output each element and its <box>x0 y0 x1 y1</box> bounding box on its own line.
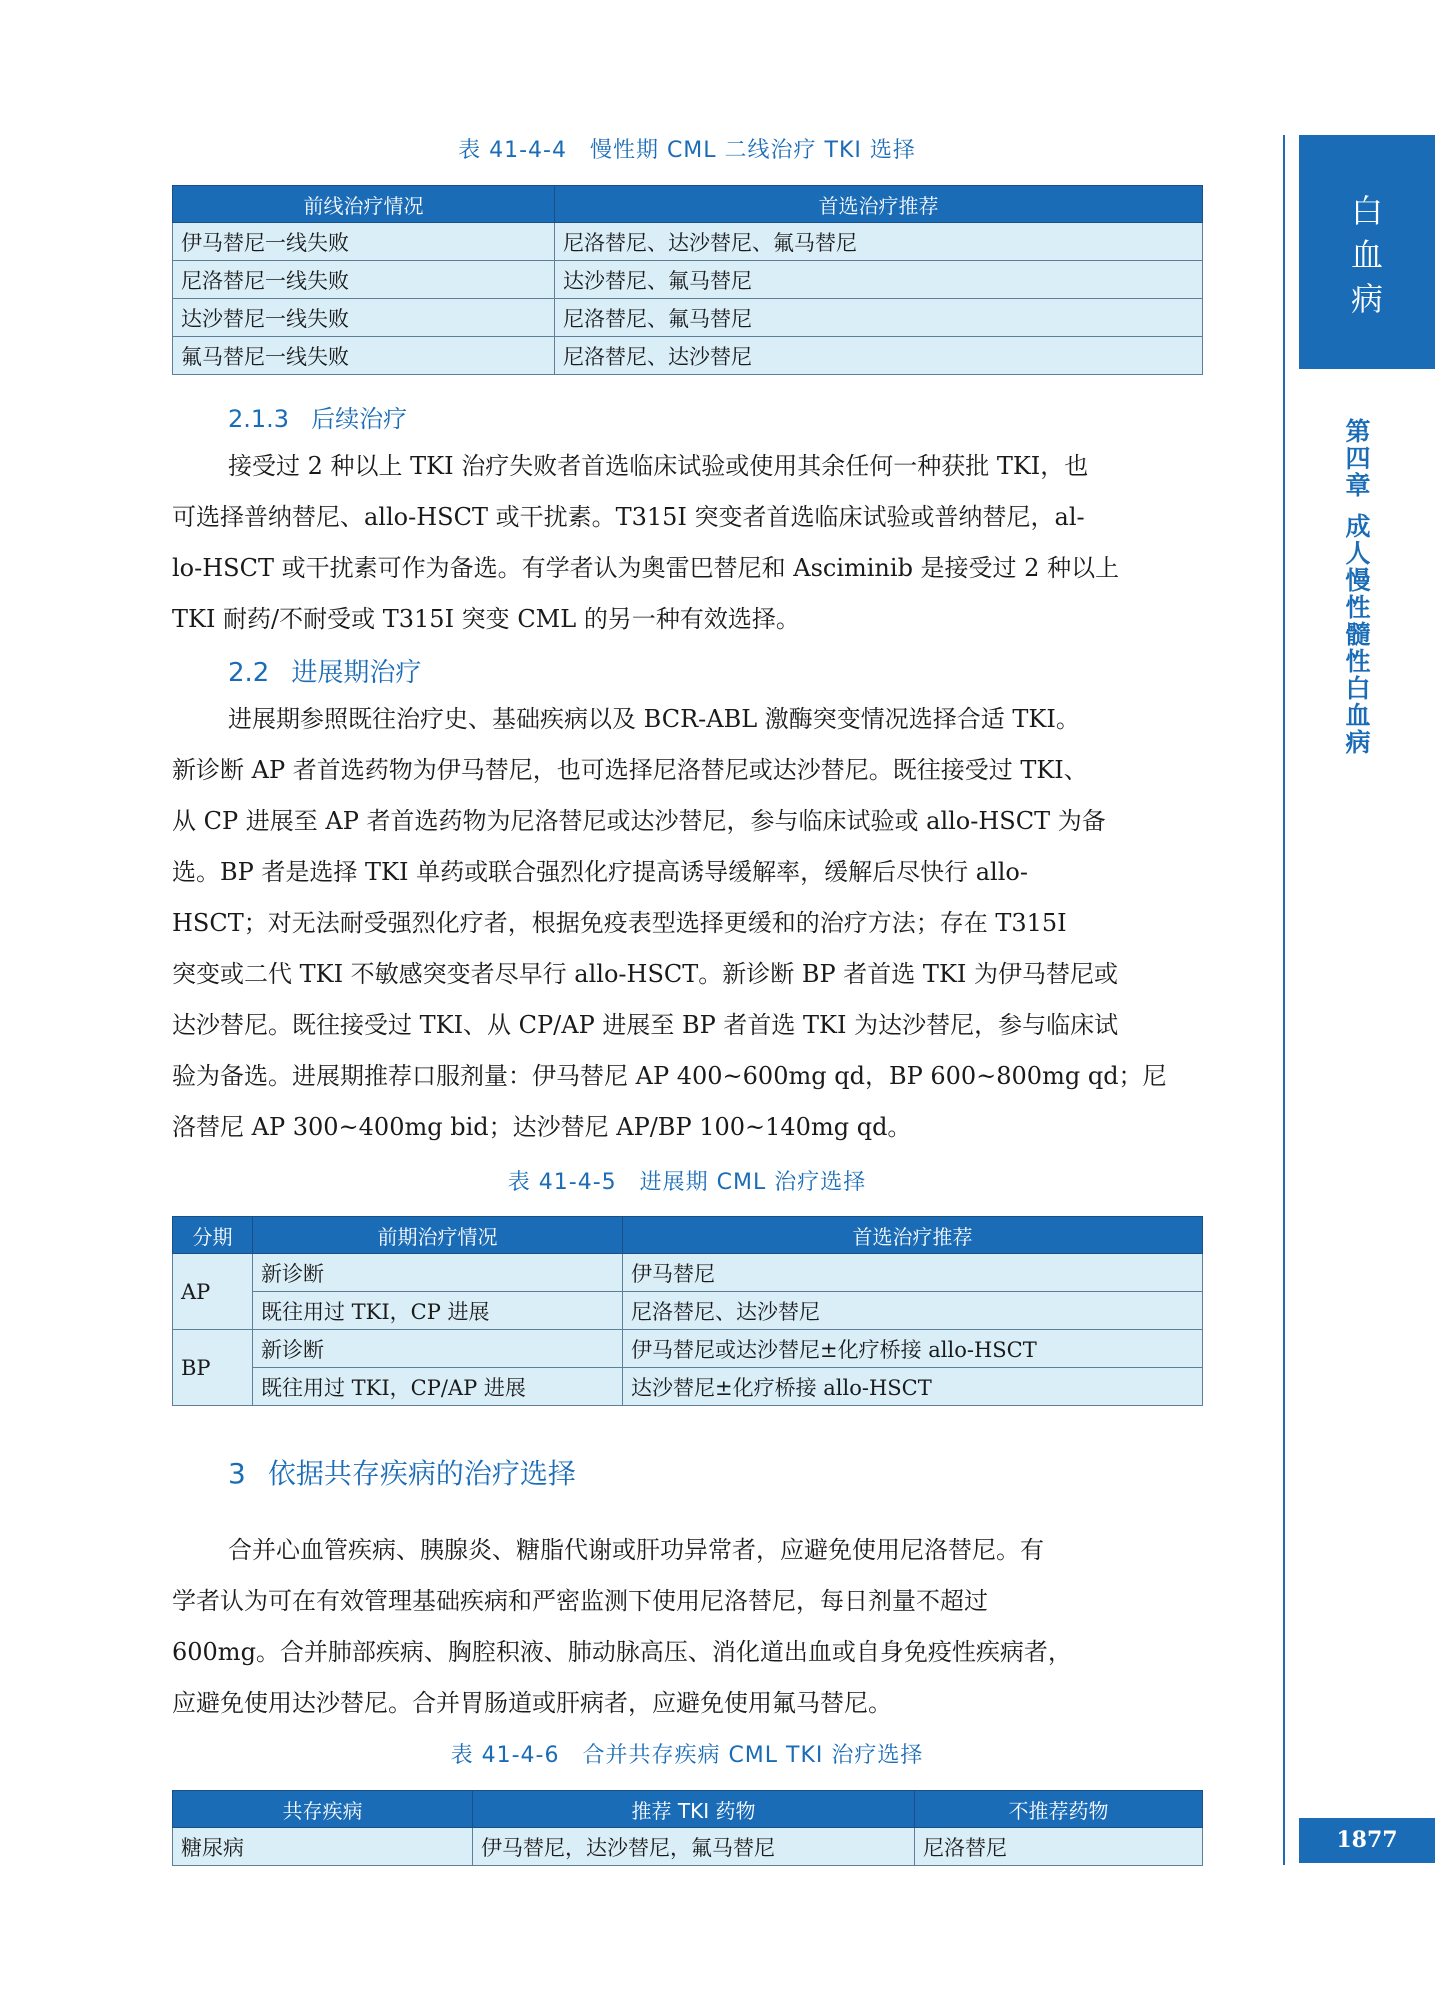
table-cell: 伊马替尼 <box>623 1254 1203 1292</box>
table-cell: 既往用过 TKI，CP/AP 进展 <box>253 1368 623 1406</box>
table-cell: 达沙替尼±化疗桥接 allo-HSCT <box>623 1368 1203 1406</box>
text-line: 从 CP 进展至 AP 者首选药物为尼洛替尼或达沙替尼，参与临床试验或 allo-HSCT 为备 <box>172 807 1106 835</box>
table-cell: 尼洛替尼、达沙替尼 <box>623 1292 1203 1330</box>
column-header: 共存疾病 <box>173 1791 473 1828</box>
table-cell: 伊马替尼，达沙替尼，氟马替尼 <box>473 1828 915 1866</box>
table-cell: 伊马替尼或达沙替尼±化疗桥接 allo-HSCT <box>623 1330 1203 1368</box>
table-cell: 尼洛替尼、氟马替尼 <box>555 299 1203 337</box>
column-header: 首选治疗推荐 <box>623 1217 1203 1254</box>
chapter-char: 章 <box>1345 471 1371 500</box>
table-row <box>173 1828 1203 1866</box>
chapter-char: 四 <box>1345 444 1371 473</box>
comorbidity-tki-table <box>172 1790 1203 1866</box>
chapter-char: 慢 <box>1345 566 1371 595</box>
text-line: 选。BP 者是选择 TKI 单药或联合强烈化疗提高诱导缓解率，缓解后尽快行 allo- <box>172 858 1028 886</box>
text-line: 新诊断 AP 者首选药物为伊马替尼，也可选择尼洛替尼或达沙替尼。既往接受过 TKI、 <box>172 756 1088 784</box>
column-header: 分期 <box>173 1217 253 1254</box>
text-line: 学者认为可在有效管理基础疾病和严密监测下使用尼洛替尼，每日剂量不超过 <box>172 1587 988 1615</box>
section-heading-3 <box>228 1452 576 1492</box>
table-cell: 既往用过 TKI，CP 进展 <box>253 1292 623 1330</box>
chapter-gap <box>1340 499 1376 513</box>
table-cell: 尼洛替尼、达沙替尼 <box>555 337 1203 375</box>
text-line: 进展期参照既往治疗史、基础疾病以及 BCR-ABL 激酶突变情况选择合适 TKI。 <box>228 705 1080 733</box>
chapter-char: 第 <box>1345 417 1371 446</box>
text-line: 合并心血管疾病、胰腺炎、糖脂代谢或肝功异常者，应避免使用尼洛替尼。有 <box>228 1536 1044 1564</box>
paragraph-advanced-phase <box>172 694 1202 1153</box>
text-line: TKI 耐药/不耐受或 T315I 突变 CML 的另一种有效选择。 <box>172 605 800 633</box>
table-row <box>173 299 1203 337</box>
section-heading-2-1-3 <box>228 399 407 434</box>
column-header: 推荐 TKI 药物 <box>473 1791 915 1828</box>
table-row <box>173 261 1203 299</box>
section-heading-2-2 <box>228 652 421 689</box>
table-row <box>173 1254 1203 1292</box>
table-caption: 表 41-4-5 进展期 CML 治疗选择 <box>507 1170 867 1195</box>
chapter-char: 白 <box>1345 674 1371 703</box>
text-line: HSCT；对无法耐受强烈化疗者，根据免疫表型选择更缓和的治疗方法；存在 T315I <box>172 909 1067 937</box>
table-caption: 表 41-4-6 合并共存疾病 CML TKI 治疗选择 <box>450 1743 924 1768</box>
chapter-char: 性 <box>1345 593 1371 622</box>
table-row <box>173 1292 1203 1330</box>
chapter-char: 病 <box>1345 728 1371 757</box>
table-caption: 表 41-4-4 慢性期 CML 二线治疗 TKI 选择 <box>458 138 916 163</box>
table-cell: 新诊断 <box>253 1254 623 1292</box>
table-cell: 氟马替尼一线失败 <box>173 337 555 375</box>
table-header-row <box>173 1791 1203 1828</box>
table-cell: 糖尿病 <box>173 1828 473 1866</box>
part-tab <box>1299 135 1435 369</box>
column-header: 不推荐药物 <box>915 1791 1203 1828</box>
stage-cell: BP <box>173 1330 253 1406</box>
section-title: 后续治疗 <box>311 405 408 433</box>
table-cell: 达沙替尼、氟马替尼 <box>555 261 1203 299</box>
section-title: 依据共存疾病的治疗选择 <box>267 1457 576 1490</box>
table-header-row <box>173 186 1203 223</box>
text-line: 洛替尼 AP 300~400mg bid；达沙替尼 AP/BP 100~140mg qd。 <box>172 1113 912 1141</box>
tab-char: 血 <box>1350 236 1383 274</box>
text-line: 接受过 2 种以上 TKI 治疗失败者首选临床试验或使用其余任何一种获批 TKI，也 <box>228 452 1089 480</box>
paragraph-subsequent-treatment <box>172 441 1202 645</box>
tab-char: 病 <box>1350 280 1383 318</box>
page-number: 1877 <box>1299 1818 1435 1863</box>
table-cell: 伊马替尼一线失败 <box>173 223 555 261</box>
advanced-cml-table <box>172 1216 1203 1406</box>
table-row <box>173 337 1203 375</box>
section-number: 2.2 <box>228 658 270 688</box>
table-row <box>173 223 1203 261</box>
section-number: 3 <box>228 1457 246 1490</box>
tki-second-line-table <box>172 185 1203 375</box>
table-cell: 尼洛替尼 <box>915 1828 1203 1866</box>
chapter-char: 成 <box>1345 512 1371 541</box>
table-cell: 尼洛替尼、达沙替尼、氟马替尼 <box>555 223 1203 261</box>
chapter-char: 性 <box>1345 647 1371 676</box>
table-header-row <box>173 1217 1203 1254</box>
text-line: 应避免使用达沙替尼。合并胃肠道或肝病者，应避免使用氟马替尼。 <box>172 1689 892 1717</box>
text-line: 达沙替尼。既往接受过 TKI、从 CP/AP 进展至 BP 者首选 TKI 为达沙替尼，参与临床试 <box>172 1011 1119 1039</box>
table-cell: 尼洛替尼一线失败 <box>173 261 555 299</box>
section-number: 2.1.3 <box>228 405 290 433</box>
chapter-title-vertical <box>1340 418 1376 756</box>
chapter-char: 人 <box>1345 539 1371 568</box>
text-line: 突变或二代 TKI 不敏感突变者尽早行 allo-HSCT。新诊断 BP 者首选 TKI 为伊马替尼或 <box>172 960 1118 988</box>
table-row <box>173 1330 1203 1368</box>
text-line: 验为备选。进展期推荐口服剂量：伊马替尼 AP 400~600mg qd，BP 600~800mg qd；尼 <box>172 1062 1167 1090</box>
chapter-char: 血 <box>1345 701 1371 730</box>
column-header: 前期治疗情况 <box>253 1217 623 1254</box>
column-header: 首选治疗推荐 <box>555 186 1203 223</box>
table-cell: 新诊断 <box>253 1330 623 1368</box>
section-title: 进展期治疗 <box>291 658 422 688</box>
table-row <box>173 1368 1203 1406</box>
chapter-char: 髓 <box>1345 620 1371 649</box>
stage-cell: AP <box>173 1254 253 1330</box>
margin-divider <box>1283 135 1285 1865</box>
paragraph-comorbidity <box>172 1525 1202 1729</box>
column-header: 前线治疗情况 <box>173 186 555 223</box>
text-line: 600mg。合并肺部疾病、胸腔积液、肺动脉高压、消化道出血或自身免疫性疾病者， <box>172 1638 1072 1666</box>
text-line: lo-HSCT 或干扰素可作为备选。有学者认为奥雷巴替尼和 Asciminib 是接受过 2 种以上 <box>172 554 1120 582</box>
tab-char: 白 <box>1350 192 1383 230</box>
text-line: 可选择普纳替尼、allo-HSCT 或干扰素。T315I 突变者首选临床试验或普纳替尼，al- <box>172 503 1085 531</box>
table-cell: 达沙替尼一线失败 <box>173 299 555 337</box>
